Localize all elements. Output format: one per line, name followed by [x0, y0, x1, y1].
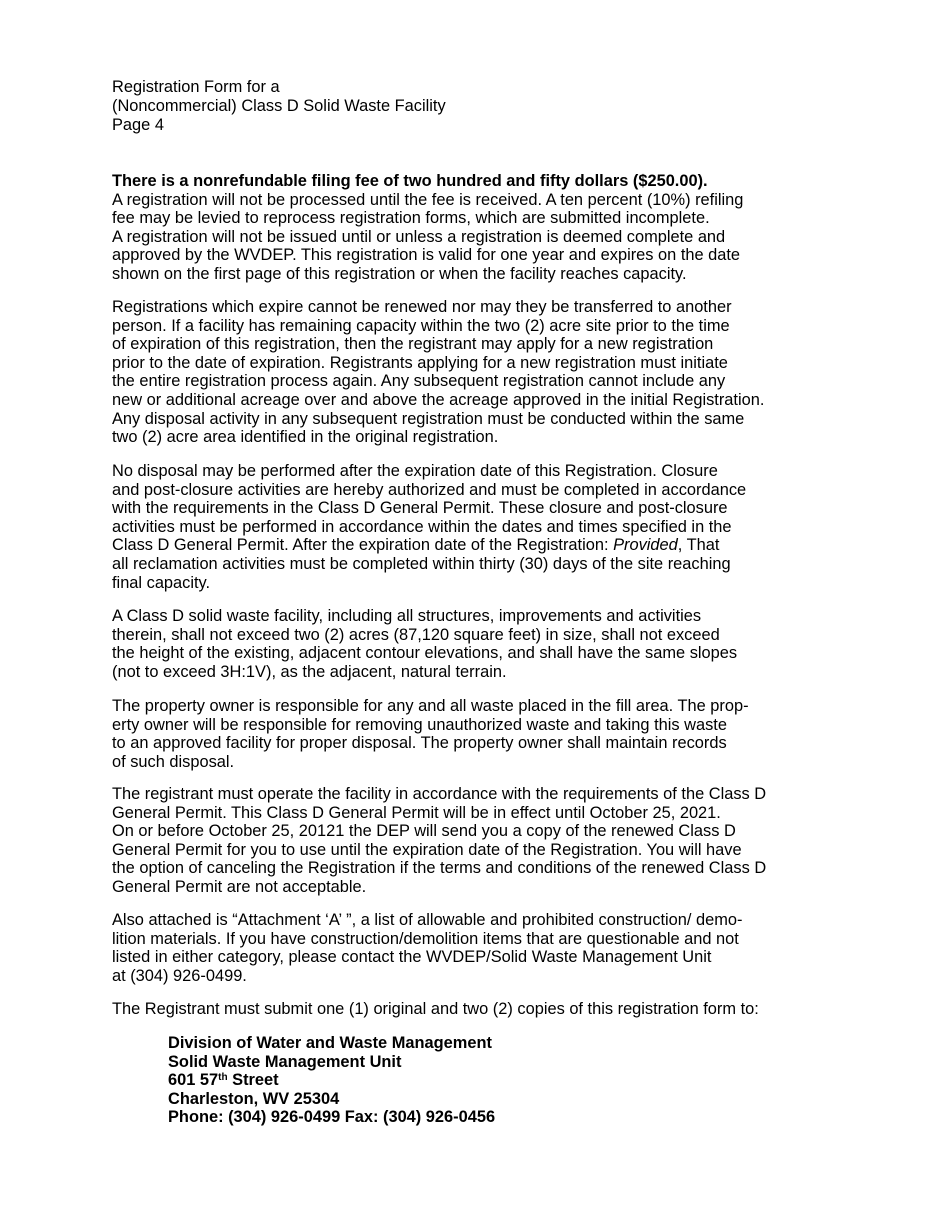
fee-line-4: approved by the WVDEP. This registration is valid for one year and expires on the date [112, 246, 741, 265]
operate-line-4: General Permit for you to use until the expiration date of the Registration. You will have [112, 840, 742, 859]
operate-line-1: The registrant must operate the facility in accordance with the requirements of the Class D [112, 785, 767, 803]
owner-line-3: to an approved facility for proper disposal. The property owner shall maintain records [112, 734, 727, 753]
page-header [112, 78, 446, 135]
fee-line-3: A registration will not be issued until or unless a registration is deemed complete and [112, 227, 726, 246]
street-name: Street [227, 1071, 279, 1090]
facility-line-4: (not to exceed 3H:1V), as the adjacent, natural terrain. [112, 662, 507, 681]
expire-line-2: person. If a facility has remaining capacity within the two (2) acre site prior to the time [112, 316, 730, 335]
operate-line-3: On or before October 25, 20121 the DEP will send you a copy of the renewed Class D [112, 822, 736, 841]
owner-paragraph [112, 697, 749, 771]
facility-line-3: the height of the existing, adjacent contour elevations, and shall have the same slopes [112, 644, 738, 663]
expire-line-7: Any disposal activity in any subsequent registration must be conducted within the same [112, 409, 745, 428]
expire-line-3: of expiration of this registration, then the registrant may apply for a new registration [112, 335, 714, 354]
submit-line: The Registrant must submit one (1) original and two (2) copies of this registration form to: [112, 1000, 759, 1018]
operate-line-2: General Permit. This Class D General Permit will be in effect until October 25, 2021. [112, 803, 721, 822]
facility-line-2: therein, shall not exceed two (2) acres (87,120 square feet) in size, shall not exceed [112, 625, 720, 644]
header-line-1: Registration Form for a [112, 78, 280, 96]
address-city: Charleston, WV 25304 [168, 1089, 340, 1108]
header-line-2: (Noncommercial) Class D Solid Waste Facility [112, 97, 446, 115]
owner-line-2: erty owner will be responsible for removing unauthorized waste and taking this waste [112, 715, 727, 734]
fee-line-2: fee may be levied to reprocess registration forms, which are submitted incomplete. [112, 209, 710, 228]
attach-line-3: listed in either category, please contact the WVDEP/Solid Waste Management Unit [112, 948, 712, 967]
disposal-line-3: with the requirements in the Class D General Permit. These closure and post-closure [112, 499, 728, 518]
disposal-line-2: and post-closure activities are hereby authorized and must be completed in accordance [112, 480, 747, 499]
provided-italic: Provided [613, 536, 678, 555]
owner-line-1: The property owner is responsible for any and all waste placed in the fill area. The prop- [112, 697, 749, 715]
facility-paragraph [112, 607, 737, 681]
attach-paragraph [112, 911, 742, 985]
attach-line-2: lition materials. If you have construction/demolition items that are questionable and not [112, 929, 739, 948]
attach-line-1: Also attached is “Attachment ‘A’ ”, a list of allowable and prohibited construction/ demo- [112, 911, 743, 929]
expire-line-6: new or additional acreage over and above the acreage approved in the initial Registration. [112, 390, 765, 409]
header-line-3: Page 4 [112, 116, 164, 134]
disposal-line-4: activities must be performed in accordance within the dates and times specified in the [112, 517, 732, 536]
fee-bold-line: There is a nonrefundable filing fee of two hundred and fifty dollars ($250.00). [112, 172, 708, 190]
address-phone-fax: Phone: (304) 926-0499 Fax: (304) 926-0456 [168, 1108, 496, 1127]
expire-line-4: prior to the date of expiration. Registrants applying for a new registration must initiate [112, 353, 728, 372]
street-ordinal: th [218, 1072, 228, 1084]
address-line-2: Solid Waste Management Unit [168, 1052, 402, 1071]
disposal-line-5 [112, 536, 746, 555]
disposal-paragraph [112, 462, 746, 592]
expire-line-5: the entire registration process again. Any subsequent registration cannot include any [112, 372, 726, 391]
disposal-line-1: No disposal may be performed after the expiration date of this Registration. Closure [112, 462, 718, 480]
expire-line-1: Registrations which expire cannot be renewed nor may they be transferred to another [112, 298, 732, 316]
fee-line-5: shown on the first page of this registration or when the facility reaches capacity. [112, 264, 687, 283]
address-street [168, 1071, 495, 1090]
fee-line-1: A registration will not be processed until the fee is received. A ten percent (10%) refiling [112, 190, 744, 209]
mailing-address [168, 1034, 495, 1127]
submit-paragraph [112, 1000, 759, 1019]
facility-line-1: A Class D solid waste facility, including all structures, improvements and activities [112, 607, 702, 625]
expire-paragraph [112, 298, 764, 447]
operate-line-5: the option of canceling the Registration if the terms and conditions of the renewed Class D [112, 859, 767, 878]
fee-paragraph [112, 172, 743, 284]
owner-line-4: of such disposal. [112, 752, 235, 771]
attach-line-4: at (304) 926-0499. [112, 966, 247, 985]
disposal-line-7: final capacity. [112, 573, 211, 592]
disposal-line-5-pre: Class D General Permit. After the expiration date of the Registration: [112, 536, 614, 555]
expire-line-8: two (2) acre area identified in the original registration. [112, 428, 499, 447]
operate-line-6: General Permit are not acceptable. [112, 877, 367, 896]
disposal-line-5-post: , That [677, 536, 720, 555]
disposal-line-6: all reclamation activities must be completed within thirty (30) days of the site reaching [112, 554, 731, 573]
address-line-1: Division of Water and Waste Management [168, 1034, 492, 1052]
operate-paragraph [112, 785, 766, 897]
street-number: 601 57 [168, 1071, 219, 1090]
